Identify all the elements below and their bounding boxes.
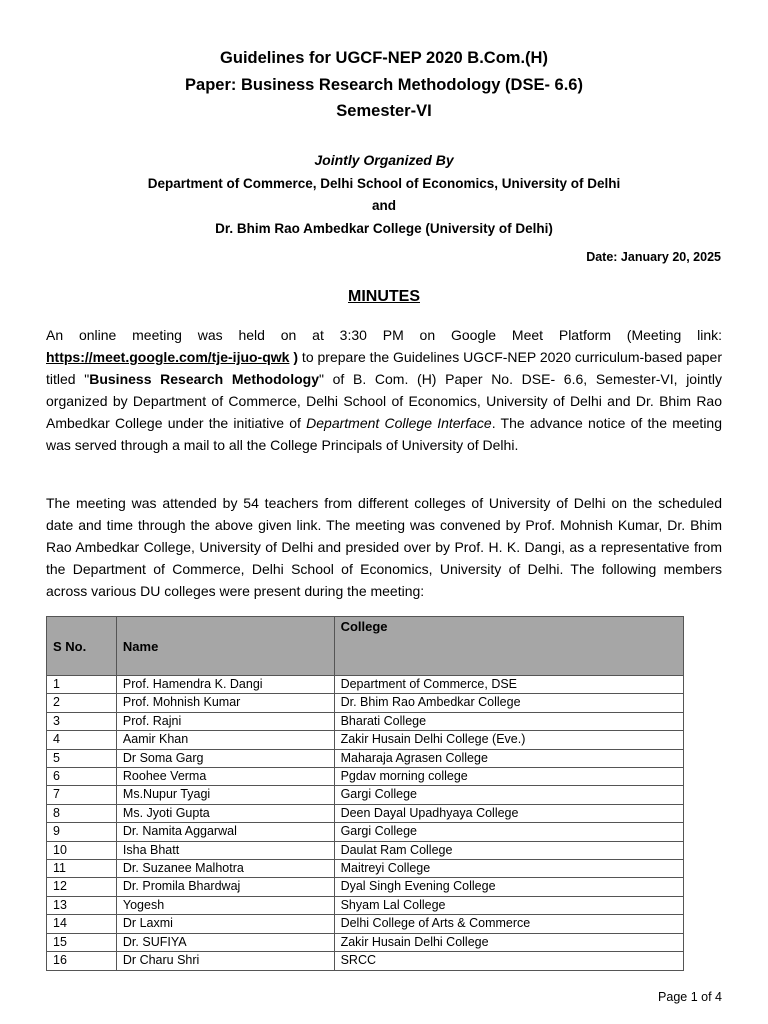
- meeting-date: Date: January 20, 2025: [586, 250, 721, 264]
- table-row: [47, 749, 684, 767]
- para1-text-c: " of B. Com. (H) Paper No. DSE- 6.6, Semester-VI, jointly organized by Department of Commerce, Delhi School of Economics, University of Delhi and Dr. Bhim Rao Ambedkar College under the initiative of: [46, 371, 722, 431]
- cell-college: Shyam Lal College: [334, 896, 683, 914]
- cell-name: Dr Soma Garg: [116, 749, 334, 767]
- cell-college: Pgdav morning college: [334, 768, 683, 786]
- cell-college: Bharati College: [334, 712, 683, 730]
- cell-college: Daulat Ram College: [334, 841, 683, 859]
- table-row: [47, 694, 684, 712]
- cell-college: Department of Commerce, DSE: [334, 676, 683, 694]
- organizer-and: and: [371, 198, 396, 213]
- cell-sno: 13: [47, 896, 117, 914]
- table-header-row: [47, 617, 684, 676]
- cell-sno: 1: [47, 676, 117, 694]
- page-number: Page 1 of 4: [658, 990, 722, 1004]
- header-college: College: [334, 617, 683, 676]
- cell-college: Gargi College: [334, 786, 683, 804]
- cell-college: SRCC: [334, 952, 683, 970]
- cell-college: Delhi College of Arts & Commerce: [334, 915, 683, 933]
- jointly-organized-label: Jointly Organized By: [314, 152, 454, 168]
- table-row: [47, 823, 684, 841]
- table-row: [47, 786, 684, 804]
- header-sno: S No.: [47, 617, 117, 676]
- table-row: [47, 731, 684, 749]
- cell-sno: 12: [47, 878, 117, 896]
- table-row: [47, 860, 684, 878]
- cell-college: Dr. Bhim Rao Ambedkar College: [334, 694, 683, 712]
- cell-college: Deen Dayal Upadhyaya College: [334, 804, 683, 822]
- cell-name: Dr Laxmi: [116, 915, 334, 933]
- cell-name: Roohee Verma: [116, 768, 334, 786]
- table-row: [47, 804, 684, 822]
- paper-title: Business Research Methodology: [89, 371, 319, 387]
- title-line-2: Paper: Business Research Methodology (DSE- 6.6): [185, 76, 583, 94]
- cell-name: Ms.Nupur Tyagi: [116, 786, 334, 804]
- cell-sno: 7: [47, 786, 117, 804]
- cell-college: Zakir Husain Delhi College: [334, 933, 683, 951]
- cell-sno: 6: [47, 768, 117, 786]
- table-row: [47, 676, 684, 694]
- para1-text-d: . The advance notice of the meeting was served through a mail to all the College Principals of University of Delhi.: [46, 415, 723, 453]
- para1-close: ): [289, 349, 299, 365]
- initiative-name: Department College Interface: [306, 415, 492, 431]
- para1-text-b: to prepare the Guidelines UGCF-NEP 2020 curriculum-based paper titled ": [46, 349, 722, 387]
- cell-college: Maharaja Agrasen College: [334, 749, 683, 767]
- cell-sno: 8: [47, 804, 117, 822]
- minutes-heading: MINUTES: [348, 288, 420, 305]
- cell-sno: 2: [47, 694, 117, 712]
- cell-sno: 14: [47, 915, 117, 933]
- organizer-2: Dr. Bhim Rao Ambedkar College (University of Delhi): [215, 221, 553, 236]
- title-line-3: Semester-VI: [336, 102, 432, 120]
- cell-college: Maitreyi College: [334, 860, 683, 878]
- table-row: [47, 768, 684, 786]
- meeting-link[interactable]: https://meet.google.com/tje-ijuo-qwk: [46, 349, 290, 365]
- table-row: [47, 896, 684, 914]
- para1-text-a: An online meeting was held on at 3:30 PM on Google Meet Platform (Meeting link:: [46, 327, 722, 343]
- title-line-1: Guidelines for UGCF-NEP 2020 B.Com.(H): [220, 49, 548, 67]
- table-row: [47, 878, 684, 896]
- cell-name: Dr. Suzanee Malhotra: [116, 860, 334, 878]
- cell-sno: 16: [47, 952, 117, 970]
- cell-college: Gargi College: [334, 823, 683, 841]
- cell-college: Zakir Husain Delhi College (Eve.): [334, 731, 683, 749]
- cell-name: Isha Bhatt: [116, 841, 334, 859]
- cell-sno: 3: [47, 712, 117, 730]
- cell-name: Prof. Hamendra K. Dangi: [116, 676, 334, 694]
- cell-name: Prof. Mohnish Kumar: [116, 694, 334, 712]
- cell-sno: 5: [47, 749, 117, 767]
- organizer-1: Department of Commerce, Delhi School of Economics, University of Delhi: [147, 176, 621, 191]
- paragraph-2: The meeting was attended by 54 teachers from different colleges of University of Delhi on the scheduled date and time through the above given link. The meeting was convened by Prof. Mohnish Kumar, Dr. Bhim Rao Ambedkar College, University of Delhi and presided over by Prof. H. K. Dangi, as a representative from the Department of Commerce, Delhi School of Economics, University of Delhi. The following members across various DU colleges were present during the meeting:: [46, 495, 722, 599]
- cell-name: Yogesh: [116, 896, 334, 914]
- cell-sno: 11: [47, 860, 117, 878]
- members-table: [46, 616, 684, 971]
- table-row: [47, 915, 684, 933]
- cell-sno: 4: [47, 731, 117, 749]
- cell-name: Prof. Rajni: [116, 712, 334, 730]
- cell-sno: 10: [47, 841, 117, 859]
- cell-name: Aamir Khan: [116, 731, 334, 749]
- table-row: [47, 841, 684, 859]
- table-row: [47, 933, 684, 951]
- cell-name: Dr. SUFIYA: [116, 933, 334, 951]
- cell-name: Dr. Promila Bhardwaj: [116, 878, 334, 896]
- cell-sno: 15: [47, 933, 117, 951]
- table-row: [47, 952, 684, 970]
- cell-name: Dr. Namita Aggarwal: [116, 823, 334, 841]
- cell-college: Dyal Singh Evening College: [334, 878, 683, 896]
- table-row: [47, 712, 684, 730]
- header-name: Name: [116, 617, 334, 676]
- paragraph-1: [46, 324, 722, 456]
- cell-sno: 9: [47, 823, 117, 841]
- cell-name: Dr Charu Shri: [116, 952, 334, 970]
- table-body: [47, 676, 684, 971]
- cell-name: Ms. Jyoti Gupta: [116, 804, 334, 822]
